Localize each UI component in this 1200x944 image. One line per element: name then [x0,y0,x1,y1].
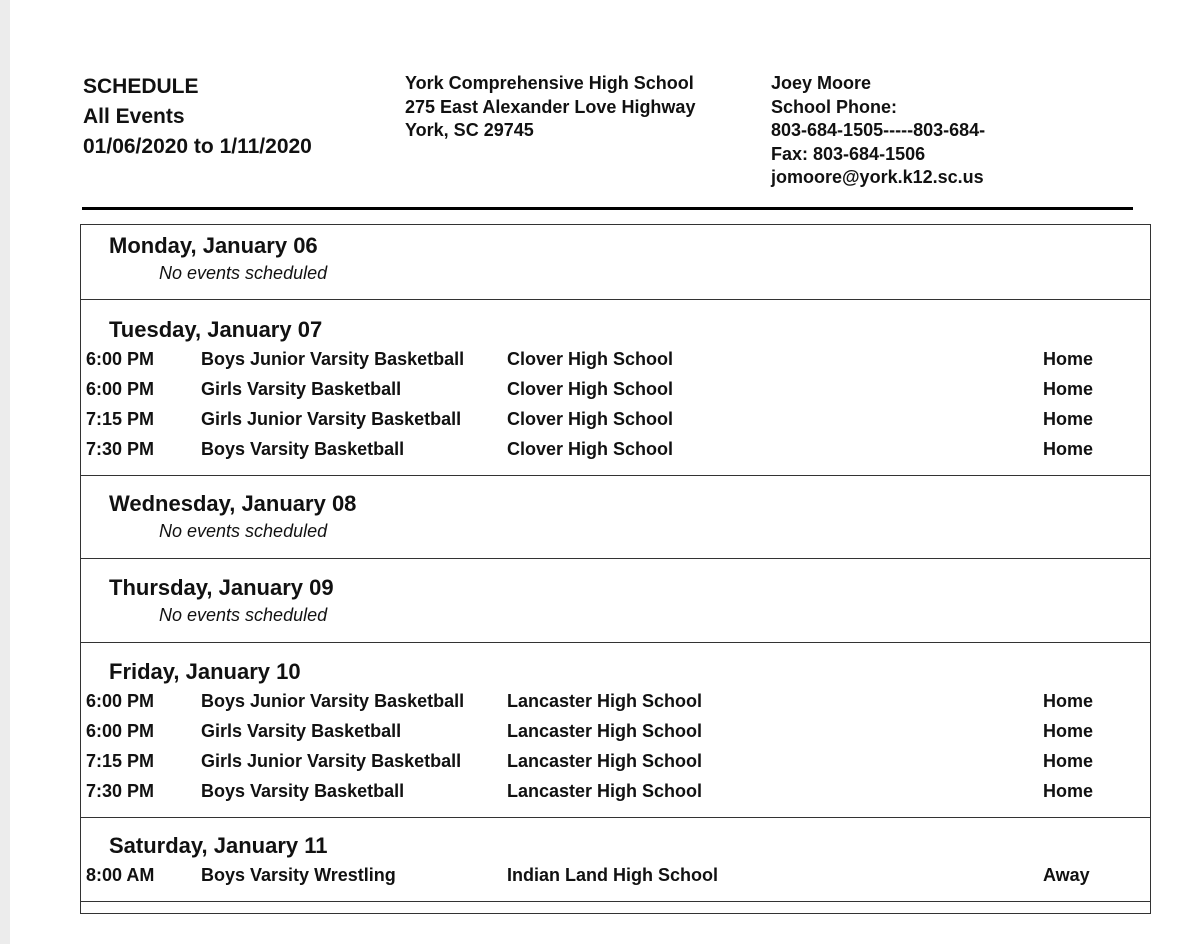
event-time: 7:15 PM [86,409,155,429]
event-time: 8:00 AM [86,865,155,885]
event-time: 6:00 PM [86,379,155,399]
day-divider [81,299,1150,300]
event-row [81,344,1150,374]
schedule-heading [83,72,312,162]
event-location: Home [1043,751,1094,771]
day-divider [81,817,1150,818]
school-address [405,72,695,143]
event-row [81,860,1150,890]
event-row [81,434,1150,464]
event-row [81,746,1150,776]
table-bottom-divider [81,901,1150,902]
event-opponent: Lancaster High School [507,781,703,801]
no-events-note: No events scheduled [159,521,328,541]
header-divider [82,207,1133,210]
schedule-table [80,224,1151,914]
event-row [81,374,1150,404]
day-divider [81,642,1150,643]
event-name: Boys Varsity Basketball [201,439,405,459]
event-location: Home [1043,781,1094,801]
event-row [81,716,1150,746]
day-title: Saturday, January 11 [109,833,328,858]
event-name: Boys Varsity Basketball [201,781,405,801]
event-opponent: Clover High School [507,349,674,369]
event-opponent: Indian Land High School [507,865,718,885]
event-row [81,686,1150,716]
day-title: Monday, January 06 [109,233,318,258]
school-name: York Comprehensive High School [405,73,694,93]
day-title: Tuesday, January 07 [109,317,323,342]
event-opponent: Clover High School [507,409,674,429]
event-location: Away [1043,865,1090,885]
day-divider [81,475,1150,476]
day-title: Friday, January 10 [109,659,301,684]
event-name: Boys Junior Varsity Basketball [201,691,465,711]
event-name: Girls Junior Varsity Basketball [201,409,462,429]
document-page [10,0,1200,944]
event-name: Boys Junior Varsity Basketball [201,349,465,369]
schedule-subtitle: All Events [83,105,185,128]
fax-number: Fax: 803-684-1506 [771,143,926,164]
event-location: Home [1043,721,1094,741]
event-time: 7:30 PM [86,781,155,801]
day-title: Thursday, January 09 [109,575,334,600]
event-row [81,776,1150,806]
event-time: 7:30 PM [86,439,155,459]
event-location: Home [1043,409,1094,429]
contact-name: Joey Moore [771,73,872,93]
day-title: Wednesday, January 08 [109,491,357,516]
phone-label: School Phone: [771,96,897,117]
phone-numbers: 803-684-1505-----803-684- [771,120,986,140]
event-name: Girls Varsity Basketball [201,721,402,741]
event-time: 6:00 PM [86,721,155,741]
event-time: 7:15 PM [86,751,155,771]
day-divider [81,558,1150,559]
event-location: Home [1043,439,1094,459]
contact-info [771,72,985,190]
event-name: Girls Varsity Basketball [201,379,402,399]
no-events-note: No events scheduled [159,263,328,283]
event-location: Home [1043,379,1094,399]
event-opponent: Lancaster High School [507,721,703,741]
event-name: Girls Junior Varsity Basketball [201,751,462,771]
no-events-note: No events scheduled [159,605,328,625]
schedule-title: SCHEDULE [83,75,199,98]
event-row [81,404,1150,434]
school-street: 275 East Alexander Love Highway [405,96,696,117]
event-location: Home [1043,349,1094,369]
event-opponent: Lancaster High School [507,691,703,711]
email-address: jomoore@york.k12.sc.us [771,167,984,187]
date-range: 01/06/2020 to 1/11/2020 [83,135,312,158]
school-city: York, SC 29745 [405,120,534,140]
event-opponent: Lancaster High School [507,751,703,771]
event-time: 6:00 PM [86,691,155,711]
event-opponent: Clover High School [507,379,674,399]
event-name: Boys Varsity Wrestling [201,865,396,885]
event-time: 6:00 PM [86,349,155,369]
event-opponent: Clover High School [507,439,674,459]
event-location: Home [1043,691,1094,711]
